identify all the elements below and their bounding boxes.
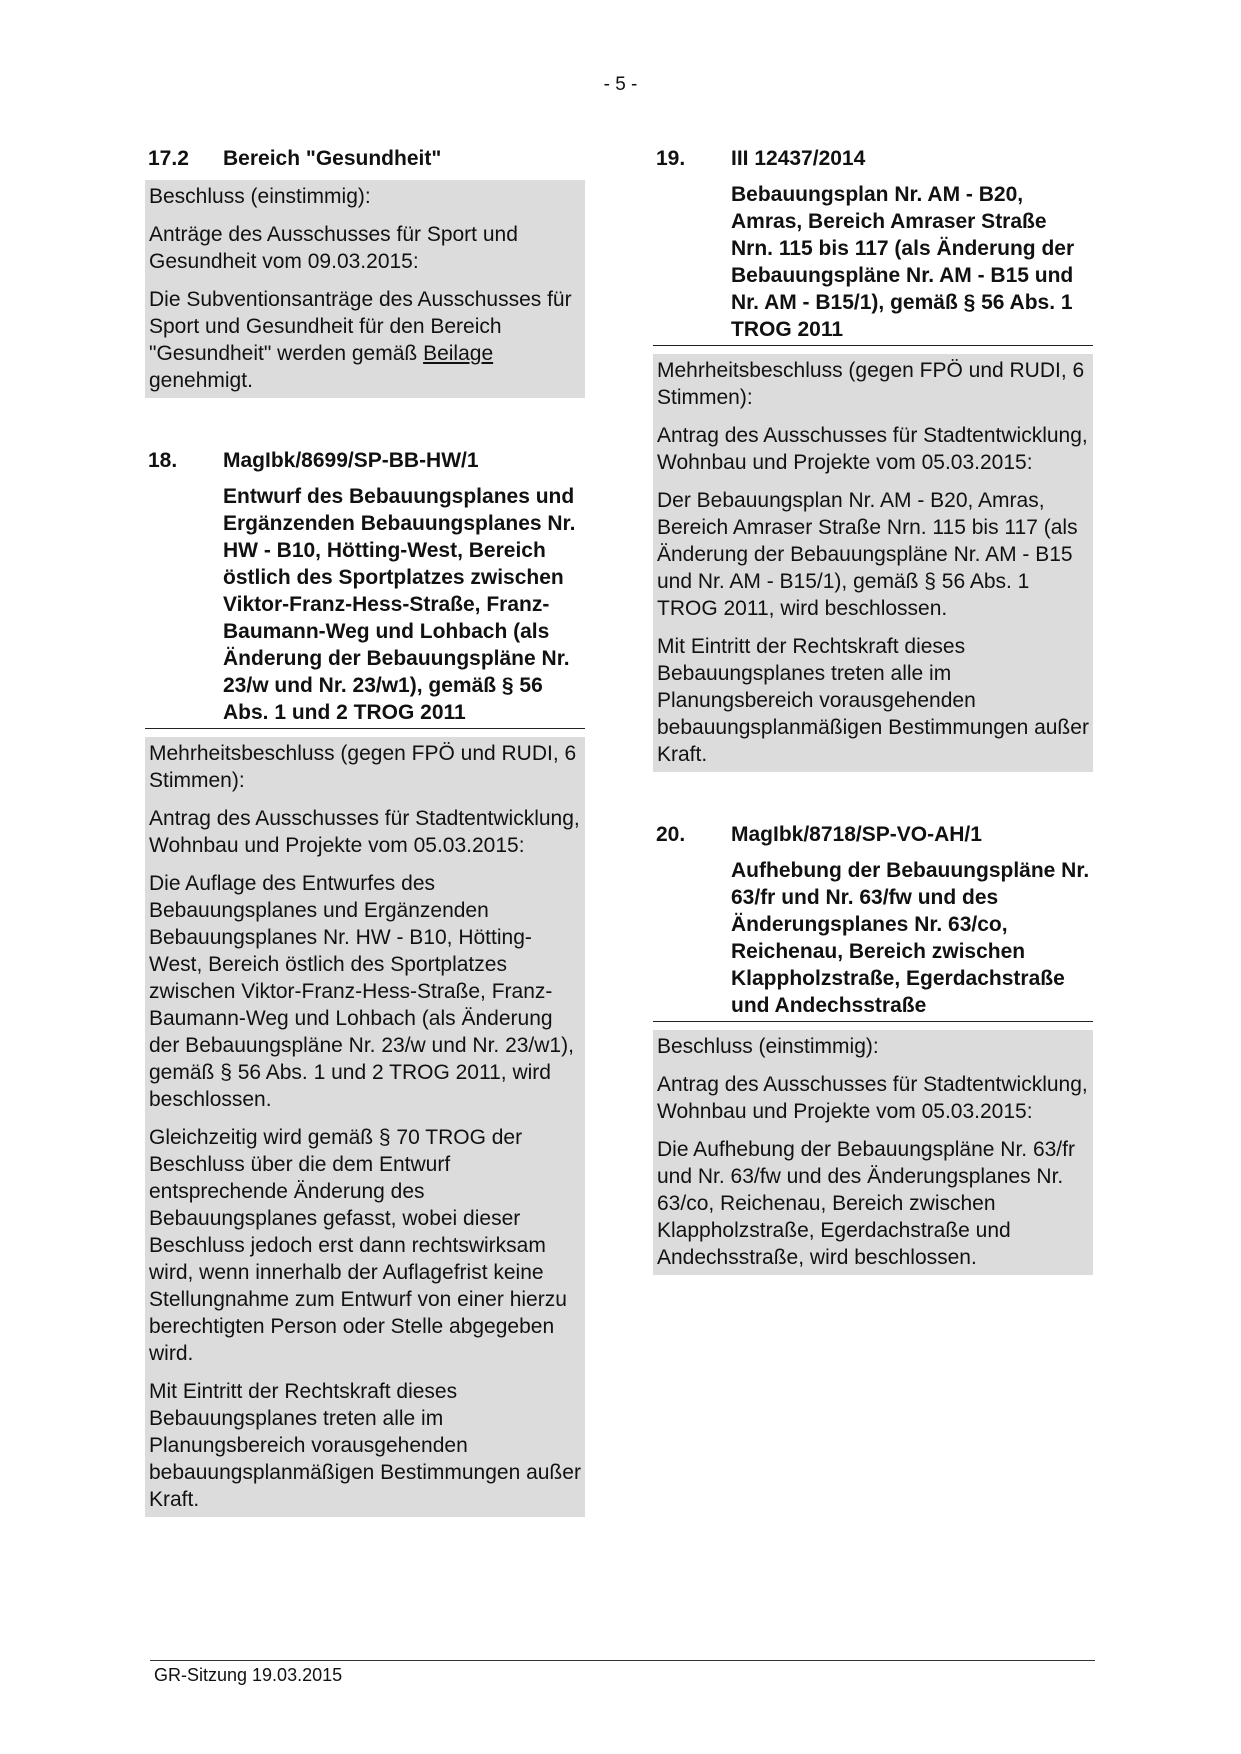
footer-divider [150, 1660, 1095, 1661]
resolution-text: Die Aufhebung der Bebauungspläne Nr. 63/fr und Nr. 63/fw und des Änderungsplanes Nr. 63/co, Reichenau, Bereich zwischen Klappholzstraße, Egerdachstraße und Andechsstraße, wird beschlossen. [657, 1138, 1075, 1269]
section-subject: Bebauungsplan Nr. AM - B20, Amras, Bereich Amraser Straße Nrn. 115 bis 117 (als Änderung der Bebauungspläne Nr. AM - B15 und Nr. AM - B15/1), gemäß § 56 Abs. 1 TROG 2011 [653, 181, 1093, 346]
right-column [653, 146, 1093, 1275]
section-17-2 [145, 146, 585, 398]
section-18 [145, 448, 585, 1517]
section-subject: Entwurf des Bebauungsplanes und Ergänzenden Bebauungsplanes Nr. HW - B10, Hötting-West, Bereich östlich des Sportplatzes zwischen Viktor-Franz-Hess-Straße, Franz-Baumann-Weg und Lohbach (als Änderung der Bebauungspläne Nr. 23/w und Nr. 23/w1), gemäß § 56 Abs. 1 und 2 TROG 2011 [145, 483, 585, 729]
section-heading [145, 146, 585, 172]
resolution-text-end: genehmigt. [149, 369, 253, 392]
reference-number: MagIbk/8699/SP-BB-HW/1 [223, 449, 479, 472]
page-number: - 5 - [603, 74, 638, 95]
section-number: 18. [148, 449, 178, 472]
decision-type: Mehrheitsbeschluss (gegen FPÖ und RUDI, 6 Stimmen): [149, 742, 577, 792]
motion-origin: Antrag des Ausschusses für Stadtentwicklung, Wohnbau und Projekte vom 05.03.2015: [657, 1073, 1088, 1123]
section-subject: Aufhebung der Bebauungspläne Nr. 63/fr und Nr. 63/fw und des Änderungsplanes Nr. 63/co, Reichenau, Bereich zwischen Klappholzstraße, Egerdachstraße und Andechsstraße [653, 857, 1093, 1022]
resolution-box [653, 1030, 1093, 1275]
reference-number: MagIbk/8718/SP-VO-AH/1 [731, 823, 982, 846]
reference-number: III 12437/2014 [731, 147, 866, 170]
decision-type: Mehrheitsbeschluss (gegen FPÖ und RUDI, 6 Stimmen): [657, 359, 1085, 409]
section-title: Bereich "Gesundheit" [223, 147, 442, 170]
section-heading [653, 146, 1093, 172]
resolution-text [149, 286, 582, 394]
section-20 [653, 822, 1093, 1275]
resolution-text-start: Die Subventionsanträge des Ausschusses für Sport und Gesundheit für den Bereich "Gesundheit" werden gemäß [149, 288, 572, 365]
resolution-box [653, 354, 1093, 772]
resolution-text: Der Bebauungsplan Nr. AM - B20, Amras, Bereich Amraser Straße Nrn. 115 bis 117 (als Änderung der Bebauungspläne Nr. AM - B15 und Nr. AM - B15/1), gemäß § 56 Abs. 1 TROG 2011, wird beschlossen. [657, 489, 1078, 620]
section-number: 20. [656, 823, 686, 846]
resolution-box [145, 180, 585, 398]
left-column [145, 146, 585, 1517]
section-heading [653, 822, 1093, 848]
section-number: 19. [656, 147, 686, 170]
resolution-text: Gleichzeitig wird gemäß § 70 TROG der Beschluss über die dem Entwurf entsprechende Änderung des Bebauungsplanes gefasst, wobei dieser Beschluss jedoch erst dann rechtswirksam wird, wenn innerhalb der Auflagefrist keine Stellungnahme zum Entwurf von einer hierzu berechtigten Person oder Stelle abgegeben wird. [149, 1126, 567, 1365]
motion-origin: Antrag des Ausschusses für Stadtentwicklung, Wohnbau und Projekte vom 05.03.2015: [657, 424, 1088, 474]
section-heading [145, 448, 585, 474]
resolution-text: Mit Eintritt der Rechtskraft dieses Bebauungsplanes treten alle im Planungsbereich vorausgehenden bebauungsplanmäßigen Bestimmungen außer Kraft. [149, 1380, 581, 1511]
resolution-text: Die Auflage des Entwurfes des Bebauungsplanes und Ergänzenden Bebauungsplanes Nr. HW - B10, Hötting-West, Bereich östlich des Sportplatzes zwischen Viktor-Franz-Hess-Straße, Franz-Baumann-Weg und Lohbach (als Änderung der Bebauungspläne Nr. 23/w und Nr. 23/w1), gemäß § 56 Abs. 1 und 2 TROG 2011, wird beschlossen. [149, 872, 574, 1111]
resolution-text: Mit Eintritt der Rechtskraft dieses Bebauungsplanes treten alle im Planungsbereich vorausgehenden bebauungsplanmäßigen Bestimmungen außer Kraft. [657, 635, 1089, 766]
footer-text: GR-Sitzung 19.03.2015 [154, 1665, 343, 1685]
beilage-link[interactable]: Beilage [423, 342, 494, 365]
motion-origin: Antrag des Ausschusses für Stadtentwicklung, Wohnbau und Projekte vom 05.03.2015: [149, 807, 580, 857]
section-number: 17.2 [148, 147, 189, 170]
decision-type: Beschluss (einstimmig): [149, 185, 371, 208]
decision-type: Beschluss (einstimmig): [657, 1035, 879, 1058]
resolution-box [145, 737, 585, 1517]
section-19 [653, 146, 1093, 772]
motion-origin: Anträge des Ausschusses für Sport und Gesundheit vom 09.03.2015: [149, 223, 518, 273]
